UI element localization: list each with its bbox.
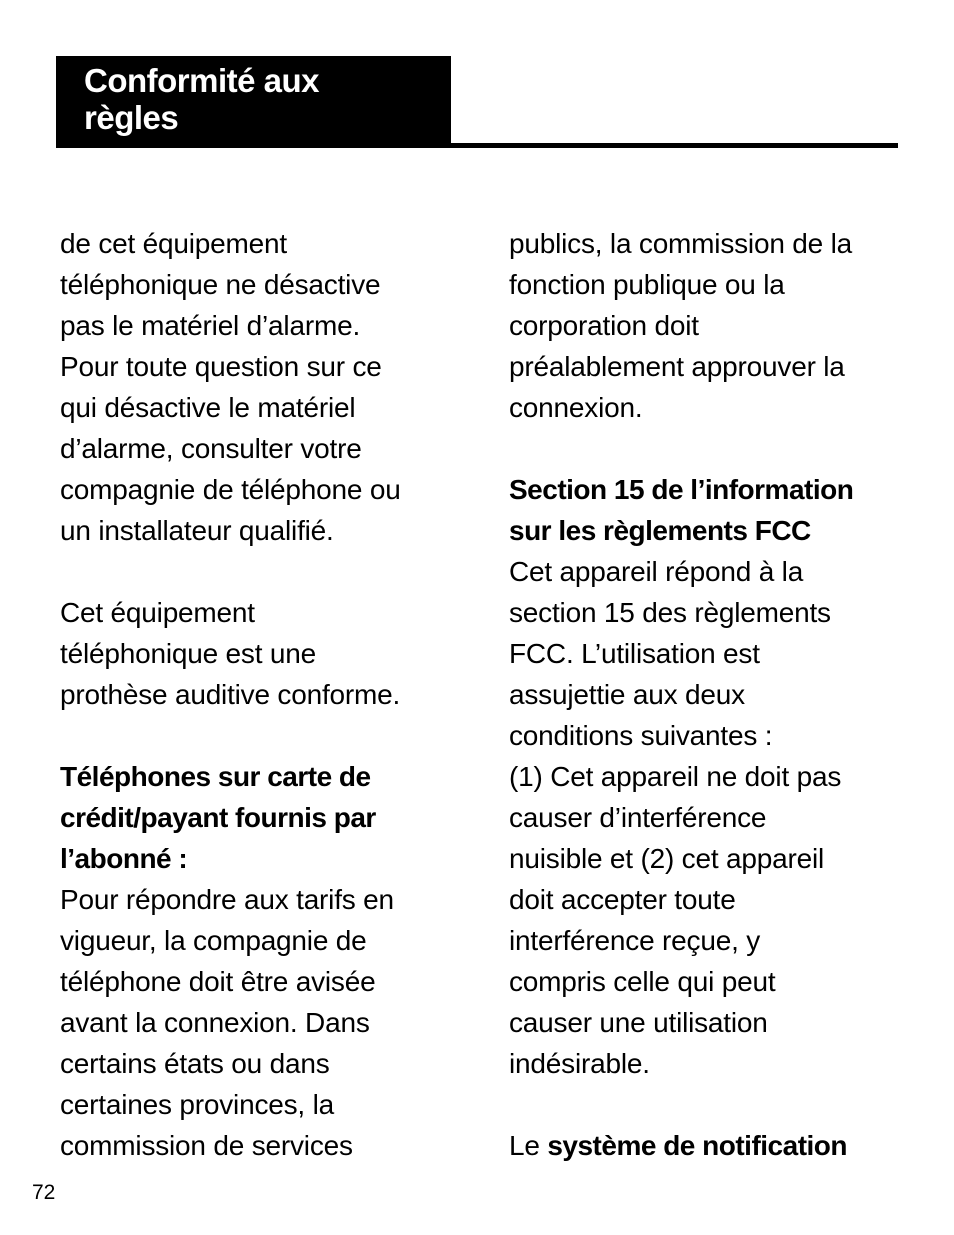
paragraph-spacer bbox=[509, 1084, 904, 1125]
paragraph-spacer bbox=[509, 428, 904, 469]
page-number: 72 bbox=[32, 1181, 56, 1204]
notification-bold-term: système de notification bbox=[547, 1130, 848, 1161]
left-column bbox=[60, 223, 450, 1166]
commission-paragraph: publics, la commission de la fonction publique ou la corporation doit préalablement approuver la connexion. bbox=[509, 228, 852, 423]
paragraph-spacer bbox=[60, 551, 450, 592]
paragraph-spacer bbox=[60, 715, 450, 756]
notification-line bbox=[509, 1125, 904, 1166]
fcc-heading: Section 15 de l’information sur les règlements FCC bbox=[509, 474, 854, 546]
header-divider bbox=[56, 143, 898, 148]
fcc-paragraph: Cet appareil répond à la section 15 des règlements FCC. L’utilisation est assujettie aux deux conditions suivantes : (1) Cet appareil ne doit pas causer d’interférence nuisible et (2) cet appareil doit accepter toute interférence reçue, y compris celle qui peut causer une utilisation indésirable. bbox=[509, 556, 842, 1079]
payphone-paragraph: Pour répondre aux tarifs en vigueur, la compagnie de téléphone doit être avisée avant la connexion. Dans certains états ou dans certaines provinces, la commission de services bbox=[60, 884, 394, 1161]
payphone-heading: Téléphones sur carte de crédit/payant fournis par l’abonné : bbox=[60, 761, 376, 874]
section-title: Conformité aux règles bbox=[84, 62, 320, 136]
right-column bbox=[509, 223, 904, 1166]
hearing-aid-paragraph: Cet équipement téléphonique est une prothèse auditive conforme. bbox=[60, 597, 401, 710]
alarm-paragraph: de cet équipement téléphonique ne désactive pas le matériel d’alarme. Pour toute question sur ce qui désactive le matériel d’alarme, consulter votre compagnie de téléphone ou un installateur qualifié. bbox=[60, 228, 401, 546]
section-header bbox=[56, 56, 451, 148]
notification-prefix: Le bbox=[509, 1130, 548, 1161]
